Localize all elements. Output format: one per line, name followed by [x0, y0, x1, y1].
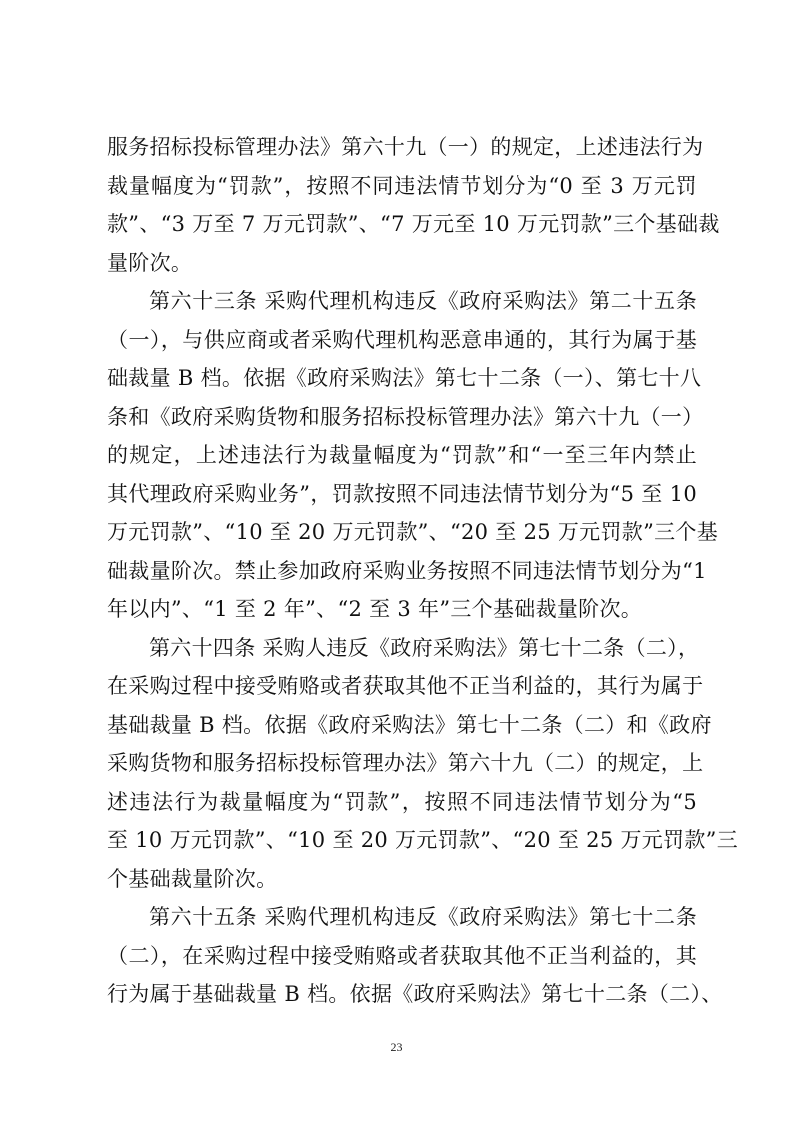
- text-line: 基础裁量 B 档。依据《政府采购法》第七十二条（二）和《政府: [107, 712, 712, 737]
- text-line: 条和《政府采购货物和服务招标投标管理办法》第六十九（一）: [107, 404, 704, 429]
- text-line: 础裁量 B 档。依据《政府采购法》第七十二条（一）、第七十八: [107, 366, 702, 390]
- text-line: （一），与供应商或者采购代理机构恶意串通的，其行为属于基: [107, 327, 697, 352]
- text-line: 款”、“3 万至 7 万元罚款”、“7 万元至 10 万元罚款”三个基础裁: [107, 212, 720, 236]
- text-line: 行为属于基础裁量 B 档。依据《政府采购法》第七十二条（二）、: [107, 982, 723, 1006]
- text-line: 量阶次。: [107, 250, 193, 275]
- text-line: （二），在采购过程中接受贿赂或者获取其他不正当利益的，其: [107, 943, 697, 968]
- page-number: 23: [390, 1040, 403, 1054]
- text-line: 至 10 万元罚款”、“10 至 20 万元罚款”、“20 至 25 万元罚款”三: [107, 828, 738, 852]
- text-line: 万元罚款”、“10 至 20 万元罚款”、“20 至 25 万元罚款”三个基: [107, 520, 719, 544]
- body-text: [107, 128, 738, 1014]
- text-line: 采购货物和服务招标投标管理办法》第六十九（二）的规定，上: [107, 751, 704, 775]
- text-line: 年以内”、“1 至 2 年”、“2 至 3 年”三个基础裁量阶次。: [107, 597, 643, 621]
- text-line: 在采购过程中接受贿赂或者获取其他不正当利益的，其行为属于: [107, 674, 704, 698]
- text-line: 个基础裁量阶次。: [107, 866, 278, 891]
- text-line: 的规定，上述违法行为裁量幅度为“罚款”和“一至三年内禁止: [107, 443, 697, 467]
- article-65-heading-line: 第六十五条 采购代理机构违反《政府采购法》第七十二条: [149, 905, 697, 929]
- text-line: 服务招标投标管理办法》第六十九（一）的规定，上述违法行为: [107, 135, 704, 159]
- text-line: 础裁量阶次。禁止参加政府采购业务按照不同违法情节划分为“1: [107, 558, 707, 583]
- text-line: 其代理政府采购业务”，罚款按照不同违法情节划分为“5 至 10: [107, 481, 697, 506]
- article-63-heading-line: 第六十三条 采购代理机构违反《政府采购法》第二十五条: [149, 289, 697, 313]
- text-line: 裁量幅度为“罚款”，按照不同违法情节划分为“0 至 3 万元罚: [107, 173, 697, 198]
- text-line: 述违法行为裁量幅度为“罚款”，按照不同违法情节划分为“5: [107, 789, 697, 814]
- article-64-heading-line: 第六十四条 采购人违反《政府采购法》第七十二条（二），: [149, 635, 700, 660]
